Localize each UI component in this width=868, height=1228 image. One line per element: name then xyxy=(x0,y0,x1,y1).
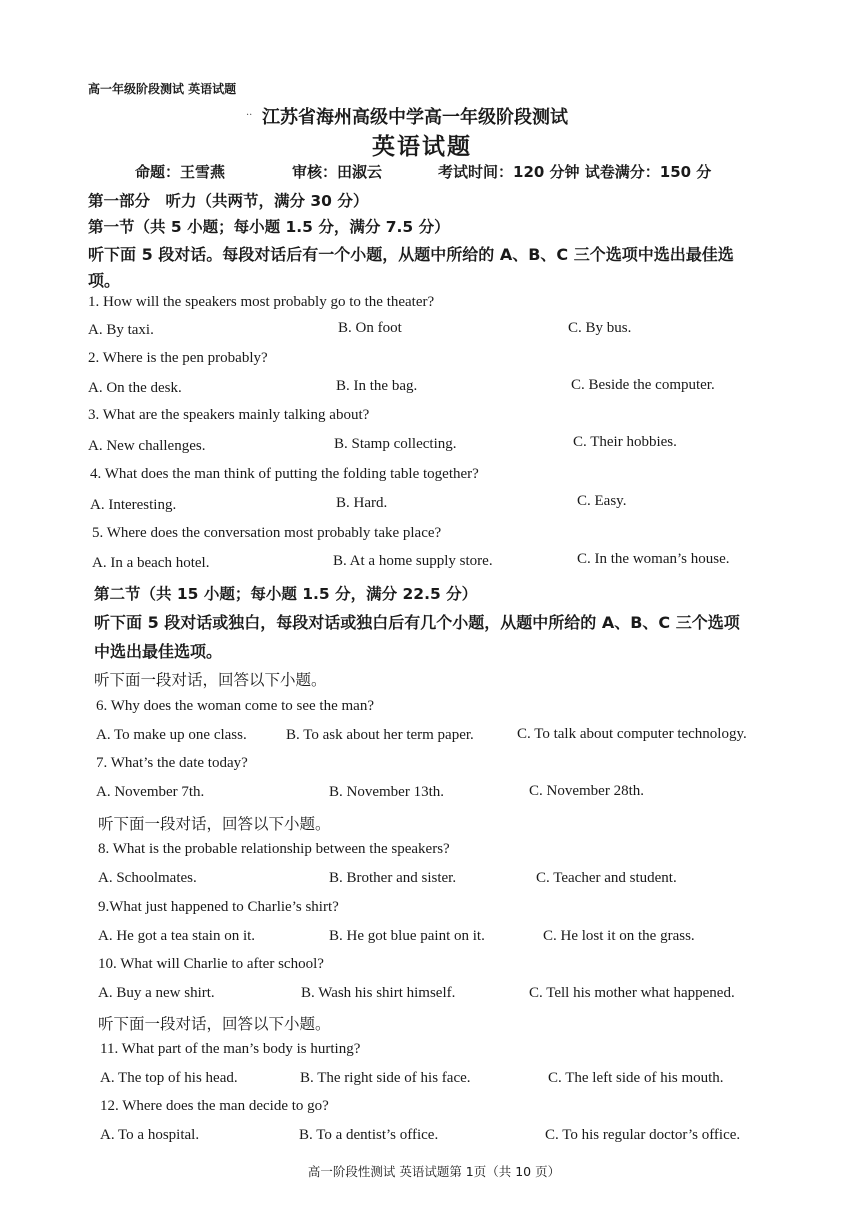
q6-option-a: A. To make up one class. xyxy=(96,727,247,743)
q10-option-c: C. Tell his mother what happened. xyxy=(529,985,735,1001)
subject-title: 英语试题 xyxy=(372,134,472,160)
q7-option-a: A. November 7th. xyxy=(96,784,205,800)
q11-option-a: A. The top of his head. xyxy=(100,1070,238,1086)
q5-option-b: B. At a home supply store. xyxy=(333,553,493,569)
part1-heading: 第一部分 听力（共两节，满分 30 分） xyxy=(88,192,369,210)
q1-option-a: A. By taxi. xyxy=(88,322,154,338)
q12-option-c: C. To his regular doctor’s office. xyxy=(545,1127,741,1143)
q11-option-c: C. The left side of his mouth. xyxy=(548,1070,724,1086)
dialogue-note-2: 听下面一段对话，回答以下小题。 xyxy=(98,815,331,833)
q6-option-b: B. To ask about her term paper. xyxy=(286,727,474,743)
dialogue-note-1: 听下面一段对话，回答以下小题。 xyxy=(94,671,327,689)
q8-option-b: B. Brother and sister. xyxy=(329,870,457,886)
question-10: 10. What will Charlie to after school? xyxy=(98,956,324,972)
section1-heading: 第一节（共 5 小题；每小题 1.5 分，满分 7.5 分） xyxy=(88,218,450,236)
section2-instruction-cont: 中选出最佳选项。 xyxy=(94,642,223,661)
question-9: 9.What just happened to Charlie’s shirt? xyxy=(98,899,339,915)
q8-option-a: A. Schoolmates. xyxy=(98,870,197,886)
q9-option-a: A. He got a tea stain on it. xyxy=(98,928,256,944)
section1-instruction: 听下面 5 段对话。每段对话后有一个小题，从题中所给的 A、B、C 三个选项中选出最佳选 xyxy=(88,245,734,264)
question-4: 4. What does the man think of putting the folding table together? xyxy=(90,466,479,482)
running-header: 高一年级阶段测试 英语试题 xyxy=(88,82,237,96)
page-footer: 高一阶段性测试 英语试题第 1页（共 10 页） xyxy=(307,1164,561,1179)
q3-option-b: B. Stamp collecting. xyxy=(334,436,457,452)
q1-option-b: B. On foot xyxy=(338,320,402,336)
q9-option-c: C. He lost it on the grass. xyxy=(543,928,695,944)
question-12: 12. Where does the man decide to go? xyxy=(100,1098,329,1114)
q1-option-c: C. By bus. xyxy=(568,320,632,336)
q12-option-b: B. To a dentist’s office. xyxy=(299,1127,439,1143)
q3-option-a: A. New challenges. xyxy=(88,438,206,454)
q11-option-b: B. The right side of his face. xyxy=(300,1070,471,1086)
section2-heading: 第二节（共 15 小题；每小题 1.5 分，满分 22.5 分） xyxy=(94,585,478,603)
q3-option-c: C. Their hobbies. xyxy=(573,434,677,450)
q7-option-b: B. November 13th. xyxy=(329,784,444,800)
question-3: 3. What are the speakers mainly talking about? xyxy=(88,407,370,423)
q5-option-a: A. In a beach hotel. xyxy=(92,555,210,571)
question-6: 6. Why does the woman come to see the man? xyxy=(96,698,374,714)
dialogue-note-3: 听下面一段对话，回答以下小题。 xyxy=(98,1015,331,1033)
q2-option-a: A. On the desk. xyxy=(88,380,182,396)
time-score-info: 考试时间：120 分钟 试卷满分：150 分 xyxy=(438,163,712,181)
q10-option-b: B. Wash his shirt himself. xyxy=(301,985,456,1001)
reviewer-info: 审核：田淑云 xyxy=(292,163,383,181)
q10-option-a: A. Buy a new shirt. xyxy=(98,985,215,1001)
question-5: 5. Where does the conversation most probably take place? xyxy=(92,525,442,541)
section2-instruction: 听下面 5 段对话或独白，每段对话或独白后有几个小题，从题中所给的 A、B、C 三个选项 xyxy=(94,613,740,632)
scan-marks: ·· xyxy=(246,110,253,121)
q6-option-c: C. To talk about computer technology. xyxy=(517,726,747,742)
q4-option-a: A. Interesting. xyxy=(90,497,177,513)
q2-option-c: C. Beside the computer. xyxy=(571,377,715,393)
q2-option-b: B. In the bag. xyxy=(336,378,418,394)
question-11: 11. What part of the man’s body is hurting? xyxy=(100,1041,361,1057)
school-title: 江苏省海州高级中学高一年级阶段测试 xyxy=(262,107,568,128)
q8-option-c: C. Teacher and student. xyxy=(536,870,677,886)
q5-option-c: C. In the woman’s house. xyxy=(577,551,730,567)
author-info: 命题：王雪燕 xyxy=(135,163,226,181)
q4-option-c: C. Easy. xyxy=(577,493,627,509)
q7-option-c: C. November 28th. xyxy=(529,783,644,799)
q12-option-a: A. To a hospital. xyxy=(100,1127,200,1143)
section1-instruction-cont: 项。 xyxy=(88,271,121,290)
question-2: 2. Where is the pen probably? xyxy=(88,350,268,366)
question-8: 8. What is the probable relationship between the speakers? xyxy=(98,841,450,857)
q9-option-b: B. He got blue paint on it. xyxy=(329,928,485,944)
question-1: 1. How will the speakers most probably go to the theater? xyxy=(88,294,435,310)
q4-option-b: B. Hard. xyxy=(336,495,388,511)
question-7: 7. What’s the date today? xyxy=(96,755,248,771)
